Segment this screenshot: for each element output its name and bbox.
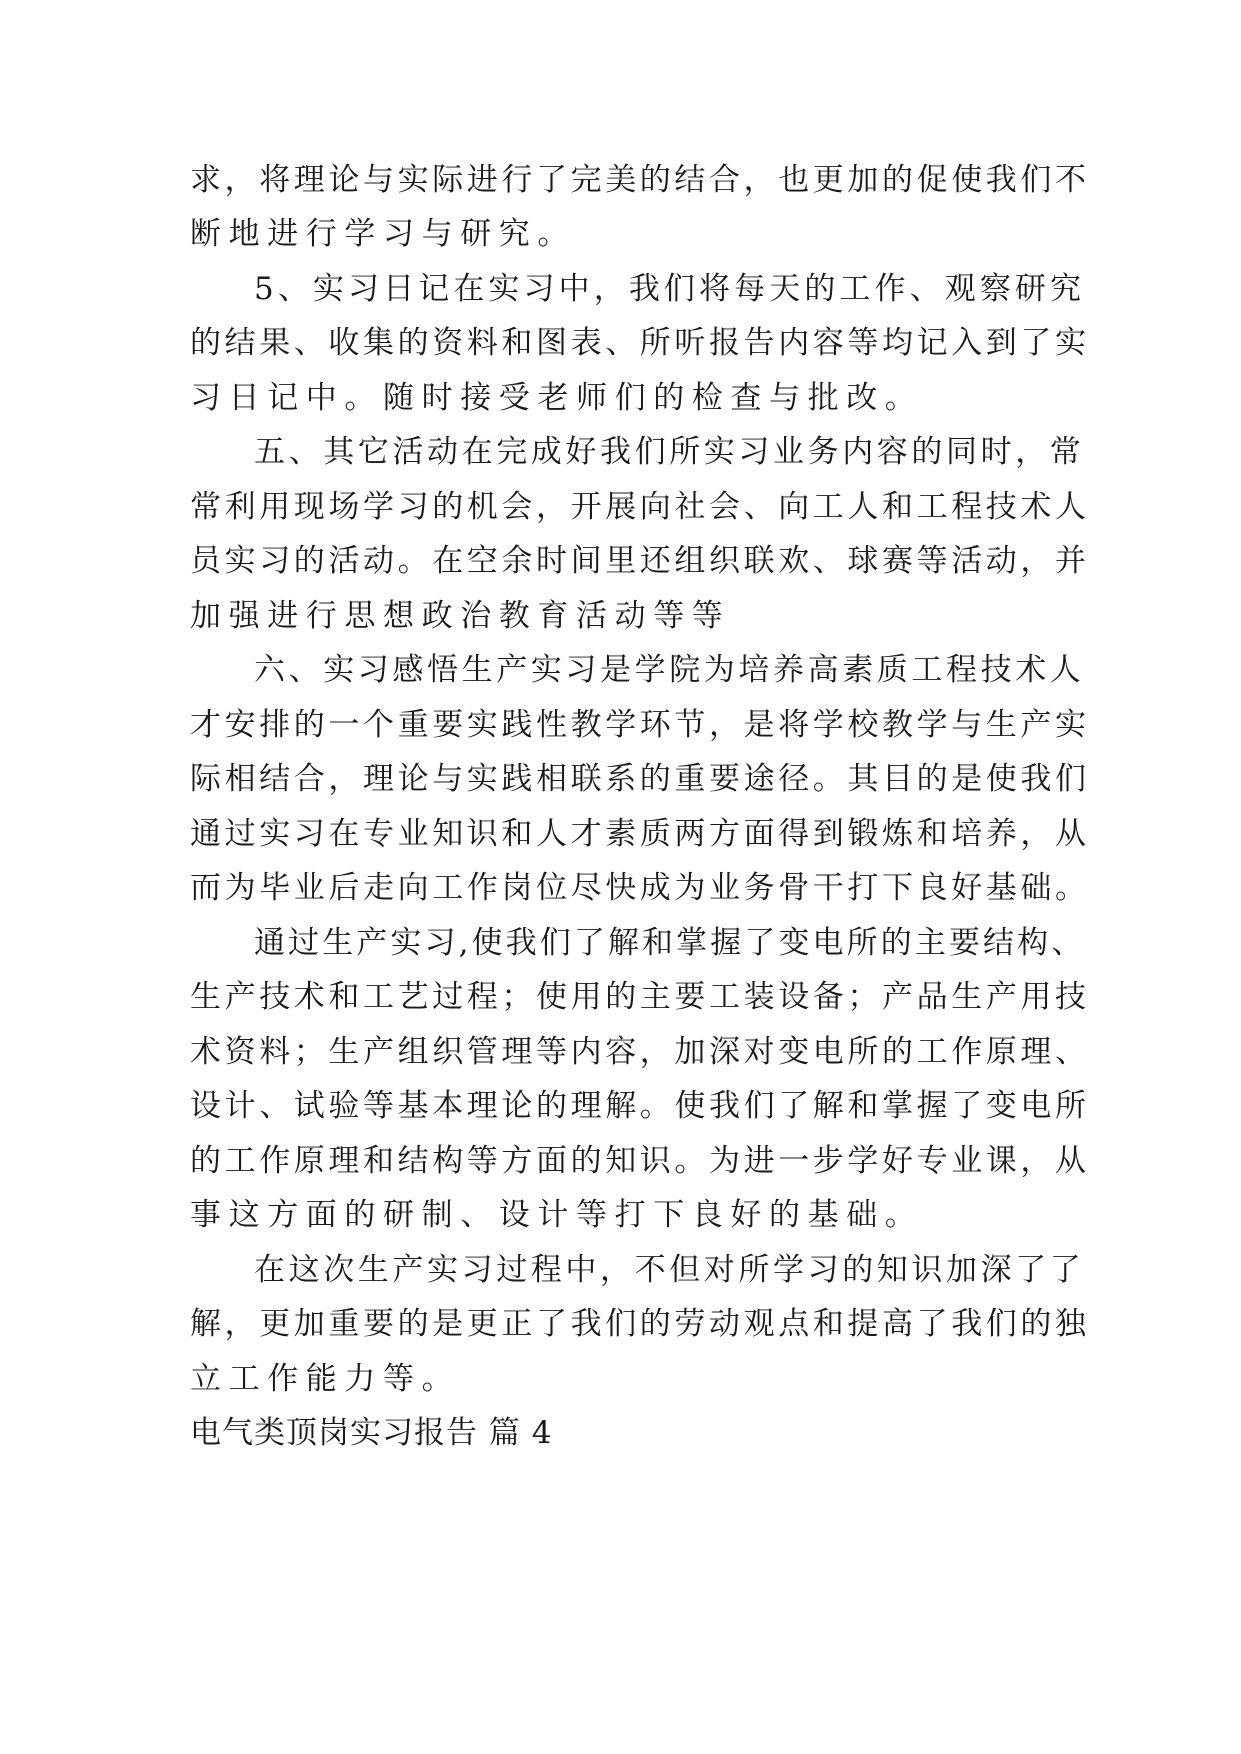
text-line: 断地进行学习与研究。 [190, 216, 576, 252]
text-line: 常利用现场学习的机会，开展向社会、向工人和工程技术人 [190, 489, 1090, 525]
text-line: 在这次生产实习过程中，不但对所学习的知识加深了了 [254, 1252, 1085, 1288]
text-line: 五、其它活动在完成好我们所实习业务内容的同时，常 [254, 434, 1085, 470]
text-line: 通过生产实习,使我们了解和掌握了变电所的主要结构、 [254, 925, 1086, 961]
text-line: 求，将理论与实际进行了完美的结合，也更加的促使我们不 [190, 162, 1090, 198]
text-line: 习日记中。随时接受老师们的检查与批改。 [190, 380, 924, 416]
text-line: 加强进行思想政治教育活动等等 [190, 598, 731, 634]
text-line: 的工作原理和结构等方面的知识。为进一步学好专业课，从 [190, 1143, 1090, 1179]
text-line: 生产技术和工艺过程；使用的主要工装设备；产品生产用技 [190, 979, 1090, 1015]
text-line: 通过实习在专业知识和人才素质两方面得到锻炼和培养，从 [190, 816, 1090, 852]
text-line: 际相结合，理论与实践相联系的重要途径。其目的是使我们 [190, 761, 1090, 797]
text-line: 员实习的活动。在空余时间里还组织联欢、球赛等活动，并 [190, 543, 1090, 579]
text-line: 设计、试验等基本理论的理解。使我们了解和掌握了变电所 [190, 1088, 1090, 1124]
text-line: 术资料；生产组织管理等内容，加深对变电所的工作原理、 [190, 1034, 1090, 1070]
text-line: 的结果、收集的资料和图表、所听报告内容等均记入到了实 [190, 325, 1090, 361]
text-line: 事这方面的研制、设计等打下良好的基础。 [190, 1197, 924, 1233]
text-line: 立工作能力等。 [190, 1361, 461, 1397]
text-line: 而为毕业后走向工作岗位尽快成为业务骨干打下良好基础。 [190, 870, 1090, 906]
section-heading: 电气类顶岗实习报告 篇 4 [190, 1415, 553, 1451]
text-line: 5、实习日记在实习中，我们将每天的工作、观察研究 [254, 271, 1086, 307]
text-line: 六、实习感悟生产实习是学院为培养高素质工程技术人 [254, 652, 1085, 688]
text-line: 解，更加重要的是更正了我们的劳动观点和提高了我们的独 [190, 1306, 1090, 1342]
text-line: 才安排的一个重要实践性教学环节，是将学校教学与生产实 [190, 707, 1090, 743]
